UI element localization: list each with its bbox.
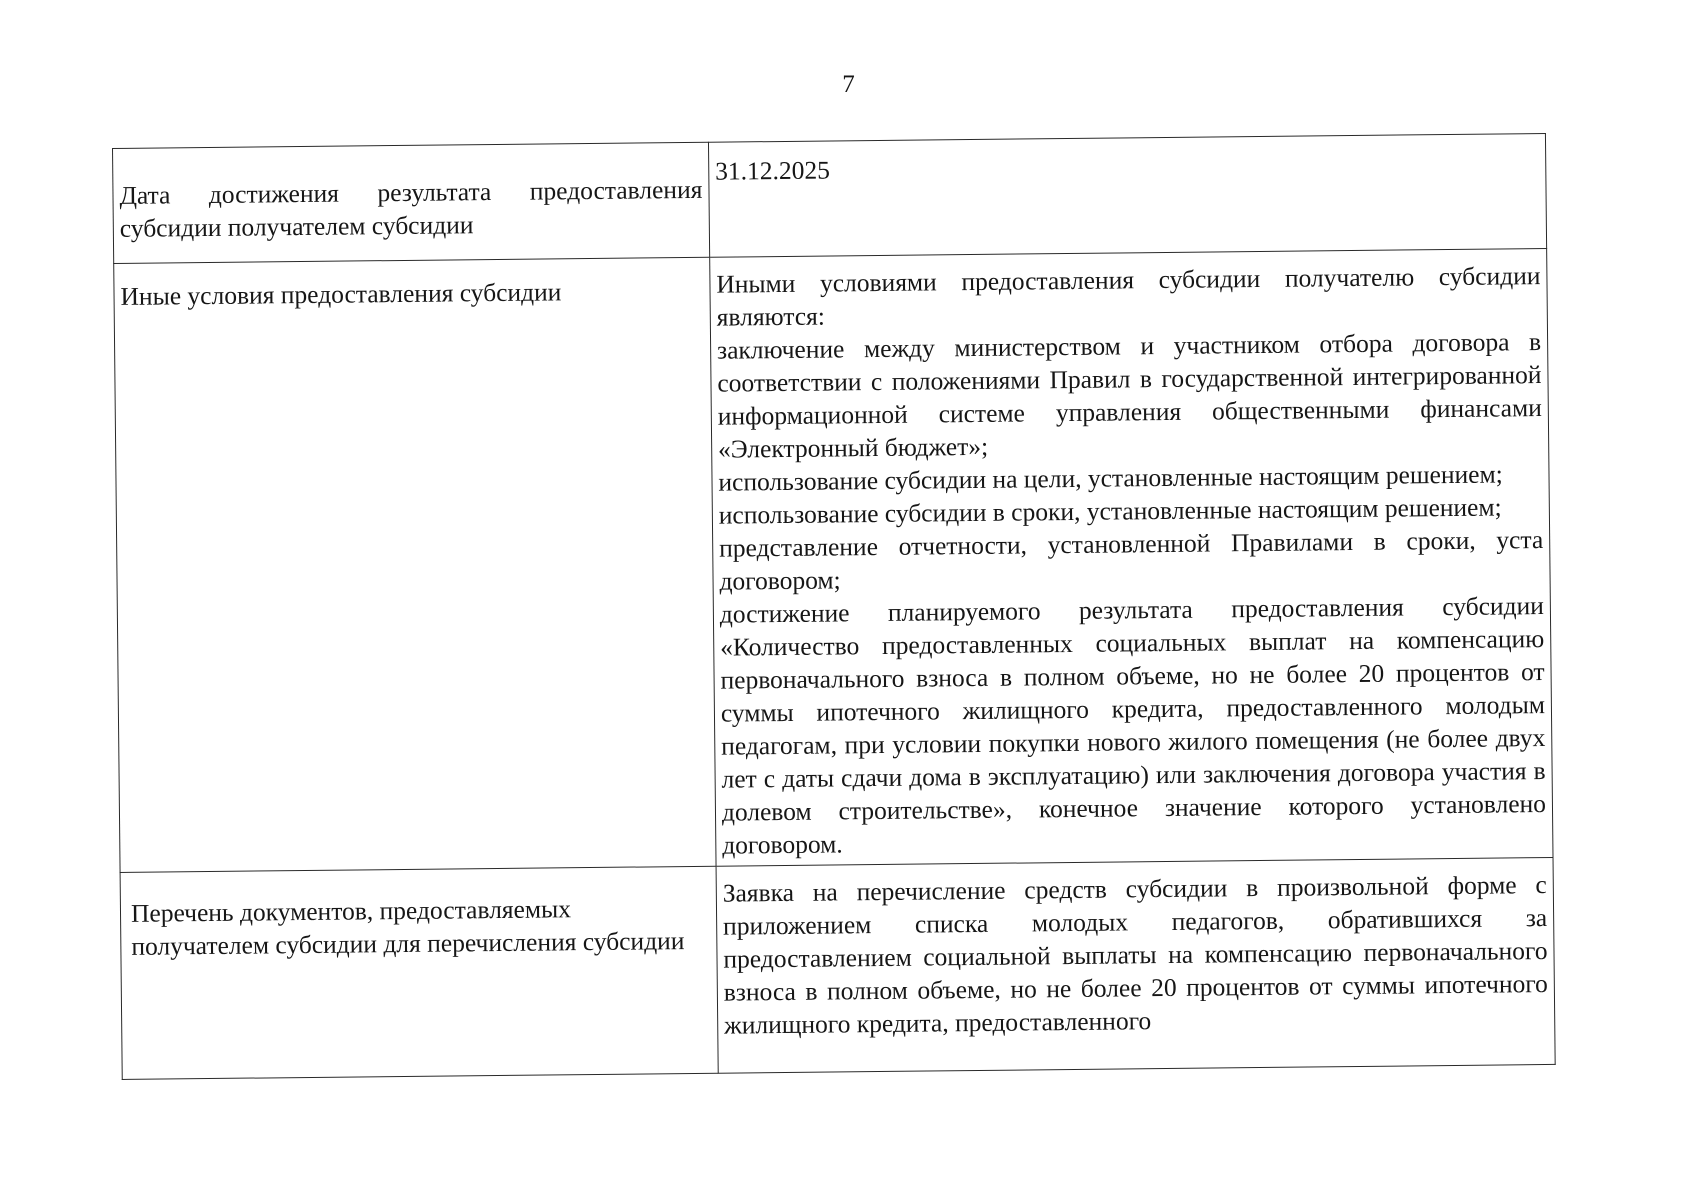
table-row-other-conditions (114, 248, 1553, 872)
table-row-result-date (113, 133, 1547, 263)
row-value-documents (716, 857, 1555, 1073)
row-value-result-date (708, 133, 1546, 257)
row-label-result-date: Дата достижения результата предоставления субсидии получателем субсидии (113, 142, 710, 263)
condition-terms: использование субсидии в сроки, установленные настоящим решением; (718, 492, 1502, 530)
documents-application: Заявка на перечисление средств субсидии в произвольной форме с приложением списка молодых педагогов, обратившихся за предоставлением социальной выплаты на компенсацию первоначального взноса в полном объеме, но не более 20 процентов от суммы ипотечного жилищного кредита, предоставленного (722, 870, 1548, 1040)
condition-purpose: использование субсидии на цели, установленные настоящим решением; (718, 459, 1503, 497)
page-number: 7 (842, 71, 855, 98)
result-date-value: 31.12.2025 (715, 155, 831, 186)
conditions-table (112, 133, 1556, 1080)
conditions-intro: Иными условиями предоставления субсидии получателю субсидии являются: (716, 261, 1541, 332)
row-label-other-conditions: Иные условия предоставления субсидии (114, 257, 716, 872)
condition-result: достижение планируемого результата предоставления субсидии «Количество предоставленных социальных выплат на компенсацию первоначального взноса в полном объеме, но не более 20 процентов от суммы ипотечного жилищного кредита, предоставленного молодым педагогам, при условии покупки нового жилого помещения (не более двух лет с даты сдачи дома в эксплуатацию) или заключения договора участия в долевом строительстве», конечное значение которого установлено договором. (719, 591, 1547, 860)
condition-reporting: представление отчетности, установленной Правилами в сроки, уста договором; (718, 525, 1544, 596)
condition-agreement: заключение между министерством и участником отбора договора в соответствии с положениями Правил в государственной интегрированной информационной системе управления общественными финансами «Электронный бюджет»; (716, 327, 1542, 464)
table-row-documents (120, 857, 1555, 1079)
row-label-documents: Перечень документов, предоставляемых получателем субсидии для перечисления субсидии (120, 866, 718, 1079)
row-value-other-conditions (710, 248, 1553, 866)
